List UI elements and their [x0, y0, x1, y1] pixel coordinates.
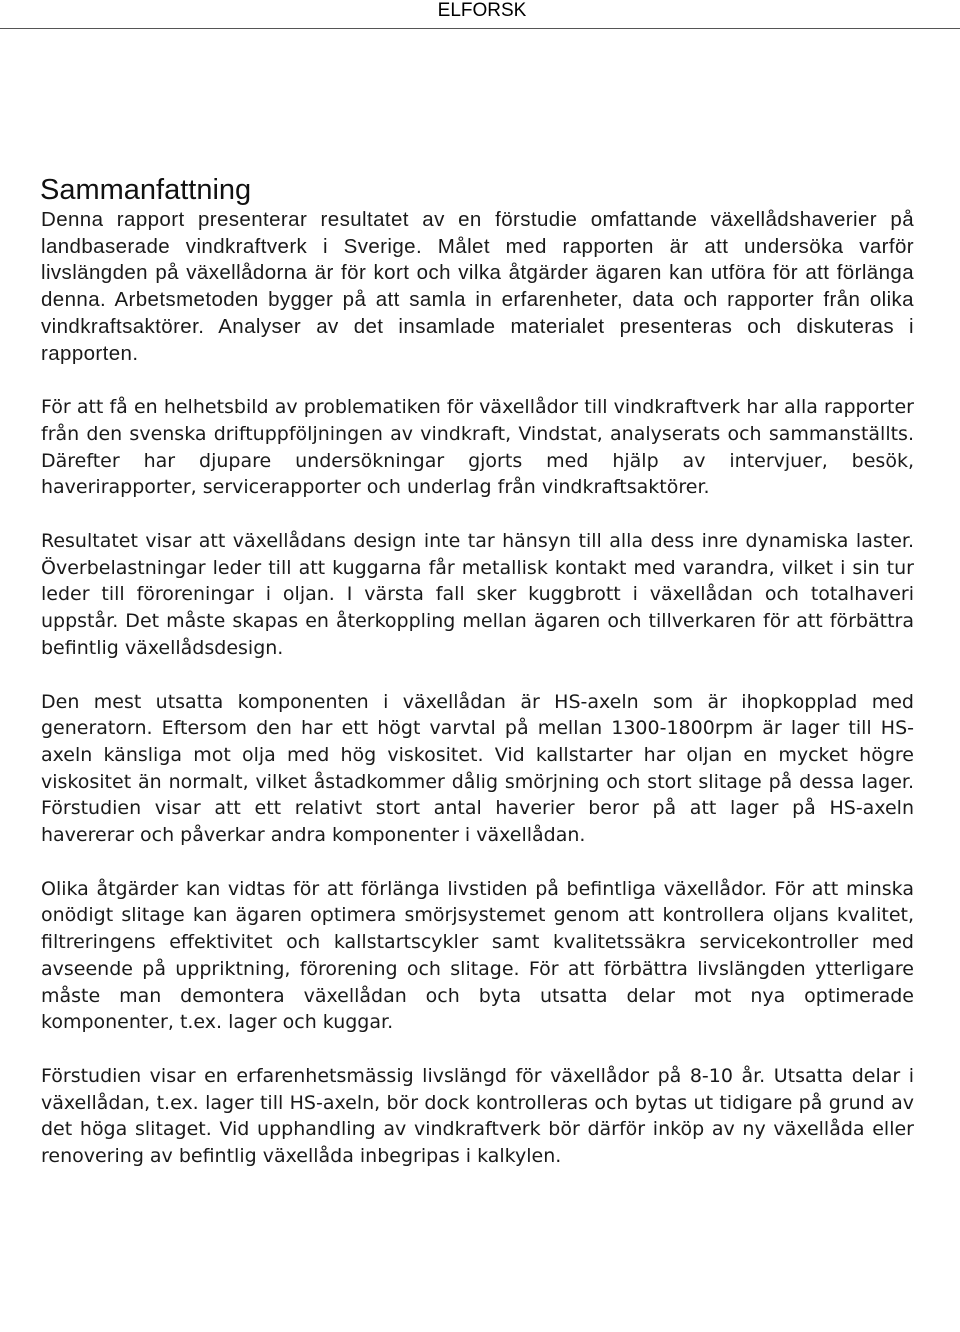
document-body: [41, 207, 914, 1197]
paragraph-summary-intro: Denna rapport presenterar resultatet av en förstudie omfattande växellådshaverier på landbaserade vindkraftverk i Sverige. Målet med rapporten är att undersöka varför livslängden på växellådorna är för kort och vilka åtgärder ägaren kan utföra för att förlänga denna. Arbetsmetoden bygger på att samla in erfarenheter, data och rapporter från olika vindkraftsaktörer. Analyser av det insamlade materialet presenteras och diskuteras i rapporten.: [41, 208, 914, 365]
paragraph-lifetime: Förstudien visar en erfarenhetsmässig livslängd för växellådor på 8-10 år. Utsatta delar i växellådan, t.ex. lager till HS-axeln, bör dock kontrolleras och bytas ut tidigare på grund av det höga slitaget. Vid upphandling av vindkraftverk bör därför inköp av ny växellåda eller renovering av befintlig växellåda inbegripas i kalkylen.: [41, 1064, 914, 1168]
paragraph-hs-axle: Den mest utsatta komponenten i växellådan är HS-axeln som är ihopkopplad med generatorn. Eftersom den har ett högt varvtal på mellan 1300-1800rpm är lager till HS-axeln känsliga mot olja med hög viskositet. Vid kallstarter har oljan en mycket högre viskositet än normalt, vilket åstadkommer dålig smörjning och stort slitage på dessa lager. Förstudien visar att ett relativt stort antal haverier beror på att lager på HS-axeln havererar och påverkar andra komponenter i växellådan.: [41, 690, 914, 847]
paragraph-measures: Olika åtgärder kan vidtas för att förlänga livstiden på befintliga växellådor. För att minska onödigt slitage kan ägaren optimera smörjsystemet genom att kontrollera oljans kvalitet, filtreringens effektivitet och kallstartscykler samt kvalitetssäkra servicekontroller med avseende på uppriktning, förorening och slitage. För att förbättra livslängden ytterligare måste man demontera växellådan och byta utsatta delar mot nya optimerade komponenter, t.ex. lager och kuggar.: [41, 877, 914, 1034]
header-title: ELFORSK: [437, 0, 527, 21]
section-heading: Sammanfattning: [40, 174, 252, 206]
paragraph-results: Resultatet visar att växellådans design inte tar hänsyn till alla dess inre dynamiska laster. Överbelastningar leder till att kuggarna får metallisk kontakt med varandra, vilket i sin tur leder till föroreningar i oljan. I värsta fall sker kuggbrott i växellådan och totalhaveri uppstår. Det måste skapas en återkoppling mellan ägaren och tillverkaren för att förbättra befintlig växellådsdesign.: [41, 530, 914, 659]
paragraph-method: För att få en helhetsbild av problematiken för växellådor till vindkraftverk har alla rapporter från den svenska driftuppföljningen av vindkraft, Vindstat, analyserats och sammanställts. Därefter har djupare undersökningar gjorts med hjälp av intervjuer, besök, haverirapporter, servicerapporter och underlag från vindkraftsaktörer.: [41, 396, 914, 499]
page-header: [0, 0, 960, 29]
